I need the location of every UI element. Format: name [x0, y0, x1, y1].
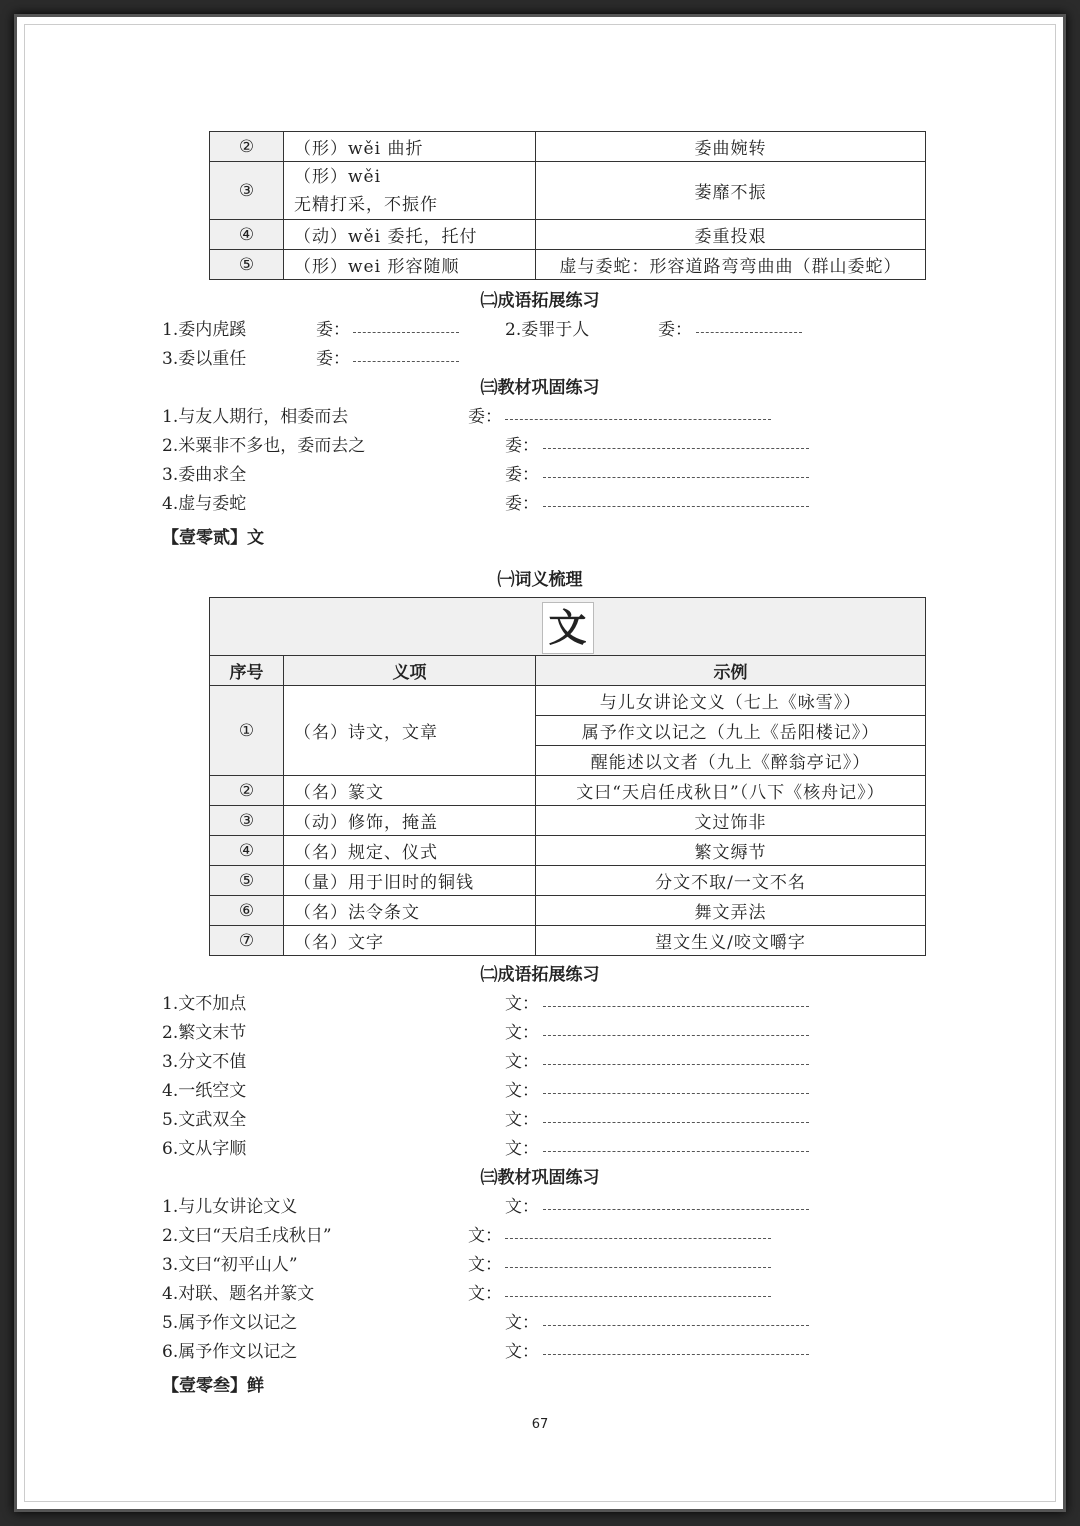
answer-blank[interactable]: [543, 477, 809, 478]
glyph-cell: [210, 598, 926, 656]
row-number: ③: [210, 162, 284, 220]
answer-blank[interactable]: [505, 419, 771, 420]
section-title: ㈠词义梳理: [497, 570, 583, 590]
answer-blank[interactable]: [543, 506, 809, 507]
answer-label: 文：: [505, 1197, 539, 1217]
row-number: ①: [210, 686, 284, 776]
glyph-row: [210, 598, 926, 656]
table-row: [210, 162, 926, 220]
exercise-item: 6.文从字顺: [162, 1139, 247, 1159]
meaning-cell: （名）诗文，文章: [284, 686, 536, 776]
meaning-cell: （动）wěi 委托，托付: [284, 220, 536, 250]
exercise-item: 1.文不加点: [162, 994, 247, 1014]
column-header: 序号: [210, 656, 284, 686]
exercise-item: 5.属予作文以记之: [162, 1313, 298, 1333]
answer-blank[interactable]: [543, 1035, 809, 1036]
table-row: [210, 806, 926, 836]
row-number: ②: [210, 132, 284, 162]
row-number: ③: [210, 806, 284, 836]
meaning-cell: （量）用于旧时的铜钱: [284, 866, 536, 896]
meaning-cell: （名）规定、仪式: [284, 836, 536, 866]
answer-blank[interactable]: [543, 1093, 809, 1094]
entry-heading: 【壹零贰】文: [162, 528, 264, 548]
answer-label: 文：: [505, 1023, 539, 1043]
answer-label: 委：: [316, 349, 350, 369]
answer-label: 文：: [505, 1313, 539, 1333]
answer-blank[interactable]: [353, 361, 459, 362]
exercise-item: 2.委罪于人: [505, 320, 590, 340]
exercise-item: 6.属予作文以记之: [162, 1342, 298, 1362]
section-title: ㈢教材巩固练习: [480, 378, 600, 398]
answer-blank[interactable]: [505, 1238, 771, 1239]
answer-label: 文：: [468, 1255, 502, 1275]
meaning-cell: （形）wěi 曲折: [284, 132, 536, 162]
answer-blank[interactable]: [353, 332, 459, 333]
row-number: ②: [210, 776, 284, 806]
exercise-item: 5.文武双全: [162, 1110, 247, 1130]
table-row: [210, 926, 926, 956]
example-cell: 萎靡不振: [536, 162, 926, 220]
column-header: 义项: [284, 656, 536, 686]
example-cell: 文过饰非: [536, 806, 926, 836]
meaning-line: （形）wěi: [294, 166, 382, 187]
answer-blank[interactable]: [505, 1296, 771, 1297]
answer-blank[interactable]: [543, 448, 809, 449]
meaning-line: 无精打采，不振作: [294, 194, 438, 215]
exercise-item: 2.米粟非不多也，委而去之: [162, 436, 366, 456]
answer-blank[interactable]: [543, 1151, 809, 1152]
exercise-item: 3.分文不值: [162, 1052, 247, 1072]
exercise-item: 1.与儿女讲论文义: [162, 1197, 298, 1217]
meaning-cell: （形）wei 形容随顺: [284, 250, 536, 280]
answer-label: 文：: [468, 1226, 502, 1246]
exercise-item: 3.文曰“初平山人”: [162, 1255, 298, 1275]
answer-blank[interactable]: [543, 1325, 809, 1326]
meaning-cell: （动）修饰，掩盖: [284, 806, 536, 836]
answer-label: 文：: [505, 994, 539, 1014]
answer-label: 文：: [468, 1284, 502, 1304]
answer-label: 文：: [505, 1139, 539, 1159]
answer-label: 文：: [505, 1052, 539, 1072]
row-number: ⑦: [210, 926, 284, 956]
answer-label: 委：: [468, 407, 502, 427]
exercise-item: 2.文曰“天启壬戌秋日”: [162, 1226, 332, 1246]
example-cell: 与儿女讲论文义（七上《咏雪》）: [536, 686, 926, 716]
exercise-item: 2.繁文末节: [162, 1023, 247, 1043]
table-row: [210, 866, 926, 896]
exercise-item: 1.与友人期行，相委而去: [162, 407, 349, 427]
exercise-item: 4.对联、题名并篆文: [162, 1284, 315, 1304]
example-cell: 舞文弄法: [536, 896, 926, 926]
entry-heading: 【壹零叁】鲜: [162, 1376, 264, 1396]
table-row: [210, 896, 926, 926]
meaning-cell: （名）篆文: [284, 776, 536, 806]
answer-label: 文：: [505, 1342, 539, 1362]
answer-blank[interactable]: [543, 1064, 809, 1065]
wei-meaning-table: [209, 131, 926, 280]
exercise-item: 3.委以重任: [162, 349, 247, 369]
example-cell: 属予作文以记之（九上《岳阳楼记》）: [536, 716, 926, 746]
answer-blank[interactable]: [696, 332, 802, 333]
example-cell: 醒能述以文者（九上《醉翁亭记》）: [536, 746, 926, 776]
answer-blank[interactable]: [543, 1122, 809, 1123]
row-number: ④: [210, 220, 284, 250]
answer-label: 委：: [316, 320, 350, 340]
answer-label: 委：: [658, 320, 692, 340]
section-title: ㈢教材巩固练习: [480, 1168, 600, 1188]
exercise-item: 1.委内虎蹊: [162, 320, 247, 340]
table-row: [210, 776, 926, 806]
table-row: [210, 686, 926, 716]
answer-label: 委：: [505, 494, 539, 514]
example-cell: 委曲婉转: [536, 132, 926, 162]
answer-blank[interactable]: [543, 1354, 809, 1355]
exercise-item: 4.虚与委蛇: [162, 494, 247, 514]
table-header-row: [210, 656, 926, 686]
section-title: ㈡成语拓展练习: [480, 965, 600, 985]
row-number: ⑤: [210, 250, 284, 280]
answer-blank[interactable]: [543, 1209, 809, 1210]
meaning-cell: （名）文字: [284, 926, 536, 956]
answer-label: 委：: [505, 436, 539, 456]
exercise-item: 3.委曲求全: [162, 465, 247, 485]
answer-label: 委：: [505, 465, 539, 485]
row-number: ⑤: [210, 866, 284, 896]
row-number: ④: [210, 836, 284, 866]
example-cell: 分文不取/一文不名: [536, 866, 926, 896]
meaning-cell: （名）法令条文: [284, 896, 536, 926]
row-number: ⑥: [210, 896, 284, 926]
example-cell: 委重投艰: [536, 220, 926, 250]
table-row: [210, 250, 926, 280]
example-cell: 望文生义/咬文嚼字: [536, 926, 926, 956]
answer-label: 文：: [505, 1110, 539, 1130]
table-row: [210, 220, 926, 250]
table-row: [210, 836, 926, 866]
meaning-cell: [284, 162, 536, 220]
example-cell: 虚与委蛇：形容道路弯弯曲曲（群山委蛇）: [536, 250, 926, 280]
page-number: 67: [531, 1417, 549, 1432]
example-cell: 文曰“天启任戌秋日”（八下《核舟记》）: [536, 776, 926, 806]
answer-blank[interactable]: [505, 1267, 771, 1268]
column-header: 示例: [536, 656, 926, 686]
wen-meaning-table: [209, 597, 926, 956]
exercise-item: 4.一纸空文: [162, 1081, 247, 1101]
section-title: ㈡成语拓展练习: [480, 291, 600, 311]
example-cell: 繁文缛节: [536, 836, 926, 866]
character-glyph: 文: [542, 602, 594, 654]
answer-label: 文：: [505, 1081, 539, 1101]
answer-blank[interactable]: [543, 1006, 809, 1007]
table-row: [210, 132, 926, 162]
